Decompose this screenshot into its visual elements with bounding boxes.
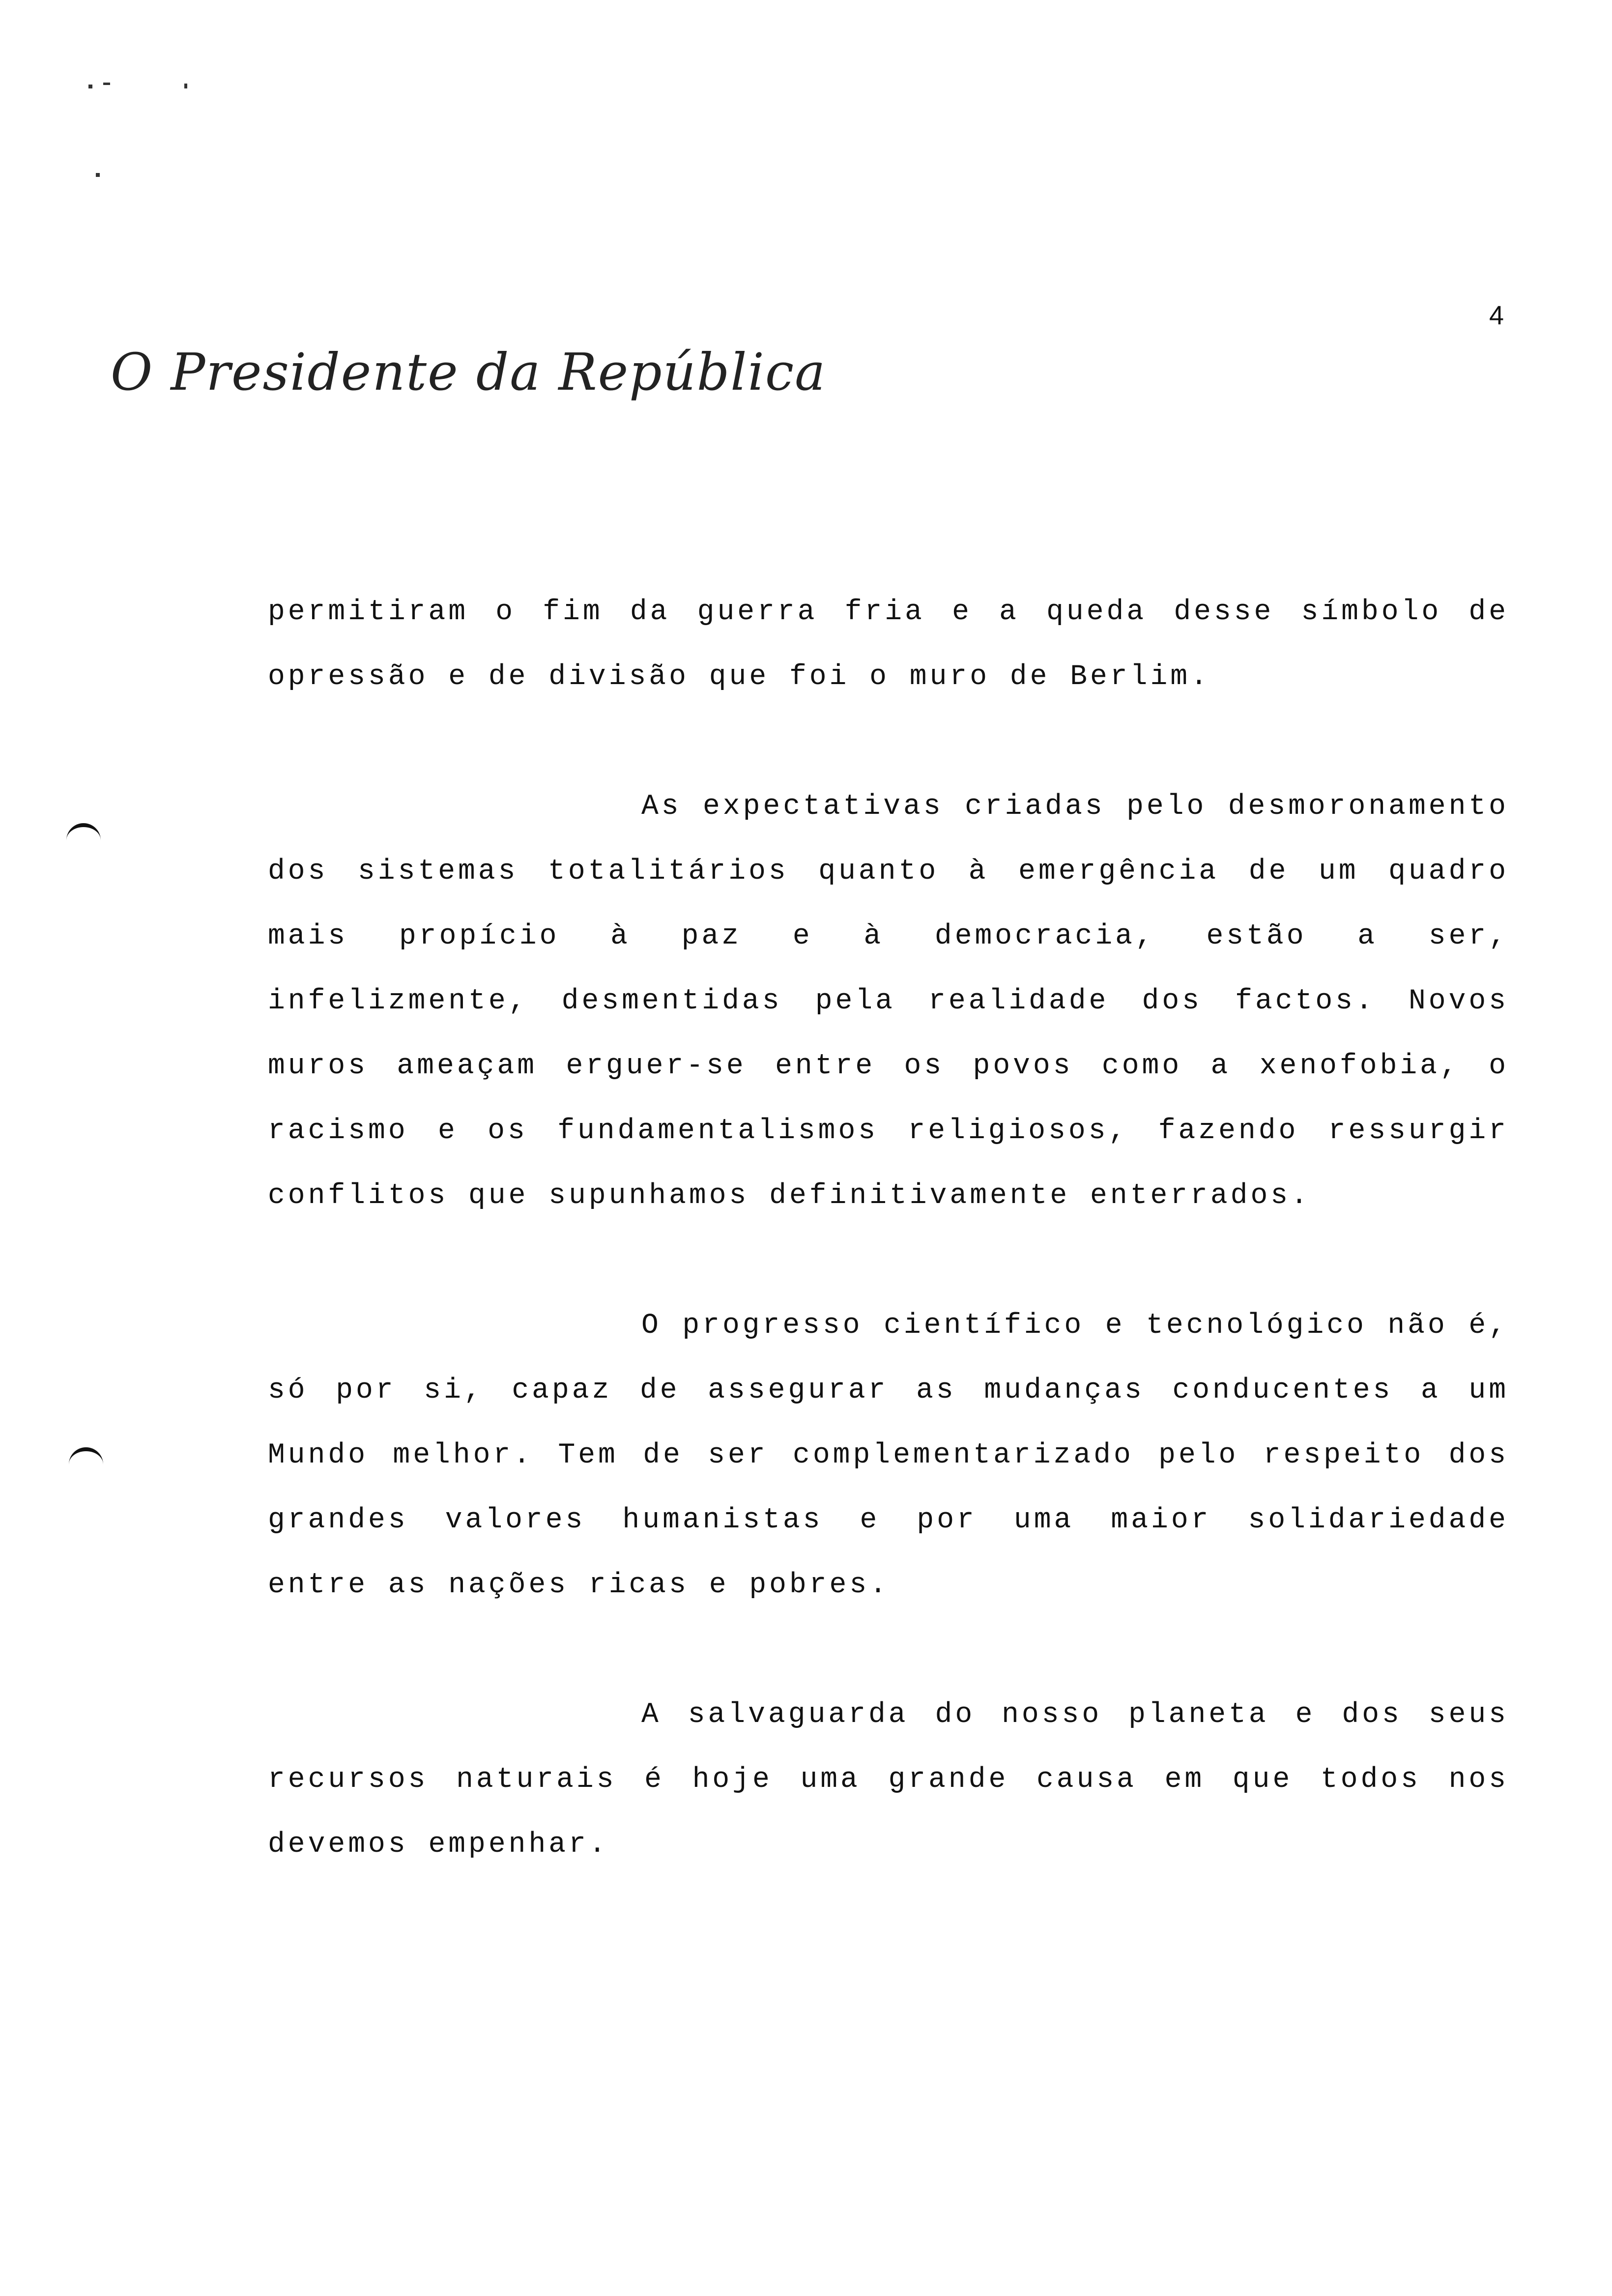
page-number: 4	[1489, 301, 1504, 330]
scan-speck	[88, 85, 92, 88]
paragraph: A salvaguarda do nosso planeta e dos seus recursos naturais é hoje uma grande causa em que todos nos devemos empenhar.	[268, 1699, 1509, 1861]
paragraph-continuation: permitiram o fim da guerra fria e a queda desse símbolo de opressão e de divisão que foi o muro de Berlim.	[268, 596, 1509, 693]
paragraph: As expectativas criadas pelo desmoronamento dos sistemas totalitários quanto à emergência de um quadro mais propício à paz e à democracia, estão a ser, infelizmente, desmentidas pela realidade dos factos. Novos muros ameaçam erguer-se entre os povos como a xenofobia, o racismo e os fundamentalismos religiosos, fazendo ressurgir conflitos que supunhamos definitivamente enterrados.	[268, 791, 1509, 1212]
scan-speck	[96, 173, 100, 177]
letter-body	[268, 580, 1509, 1942]
punch-hole-mark	[66, 823, 101, 845]
letterhead-title: O Presidente da República	[111, 342, 827, 402]
punch-hole-mark	[69, 1447, 103, 1469]
scan-speck	[184, 84, 187, 88]
paragraph: O progresso científico e tecnológico não é, só por si, capaz de assegurar as mudanças conducentes a um Mundo melhor. Tem de ser complementarizado pelo respeito dos grandes valores humanistas e por uma maior solidariedade entre as nações ricas e pobres.	[268, 1310, 1509, 1601]
scan-speck	[103, 83, 110, 85]
